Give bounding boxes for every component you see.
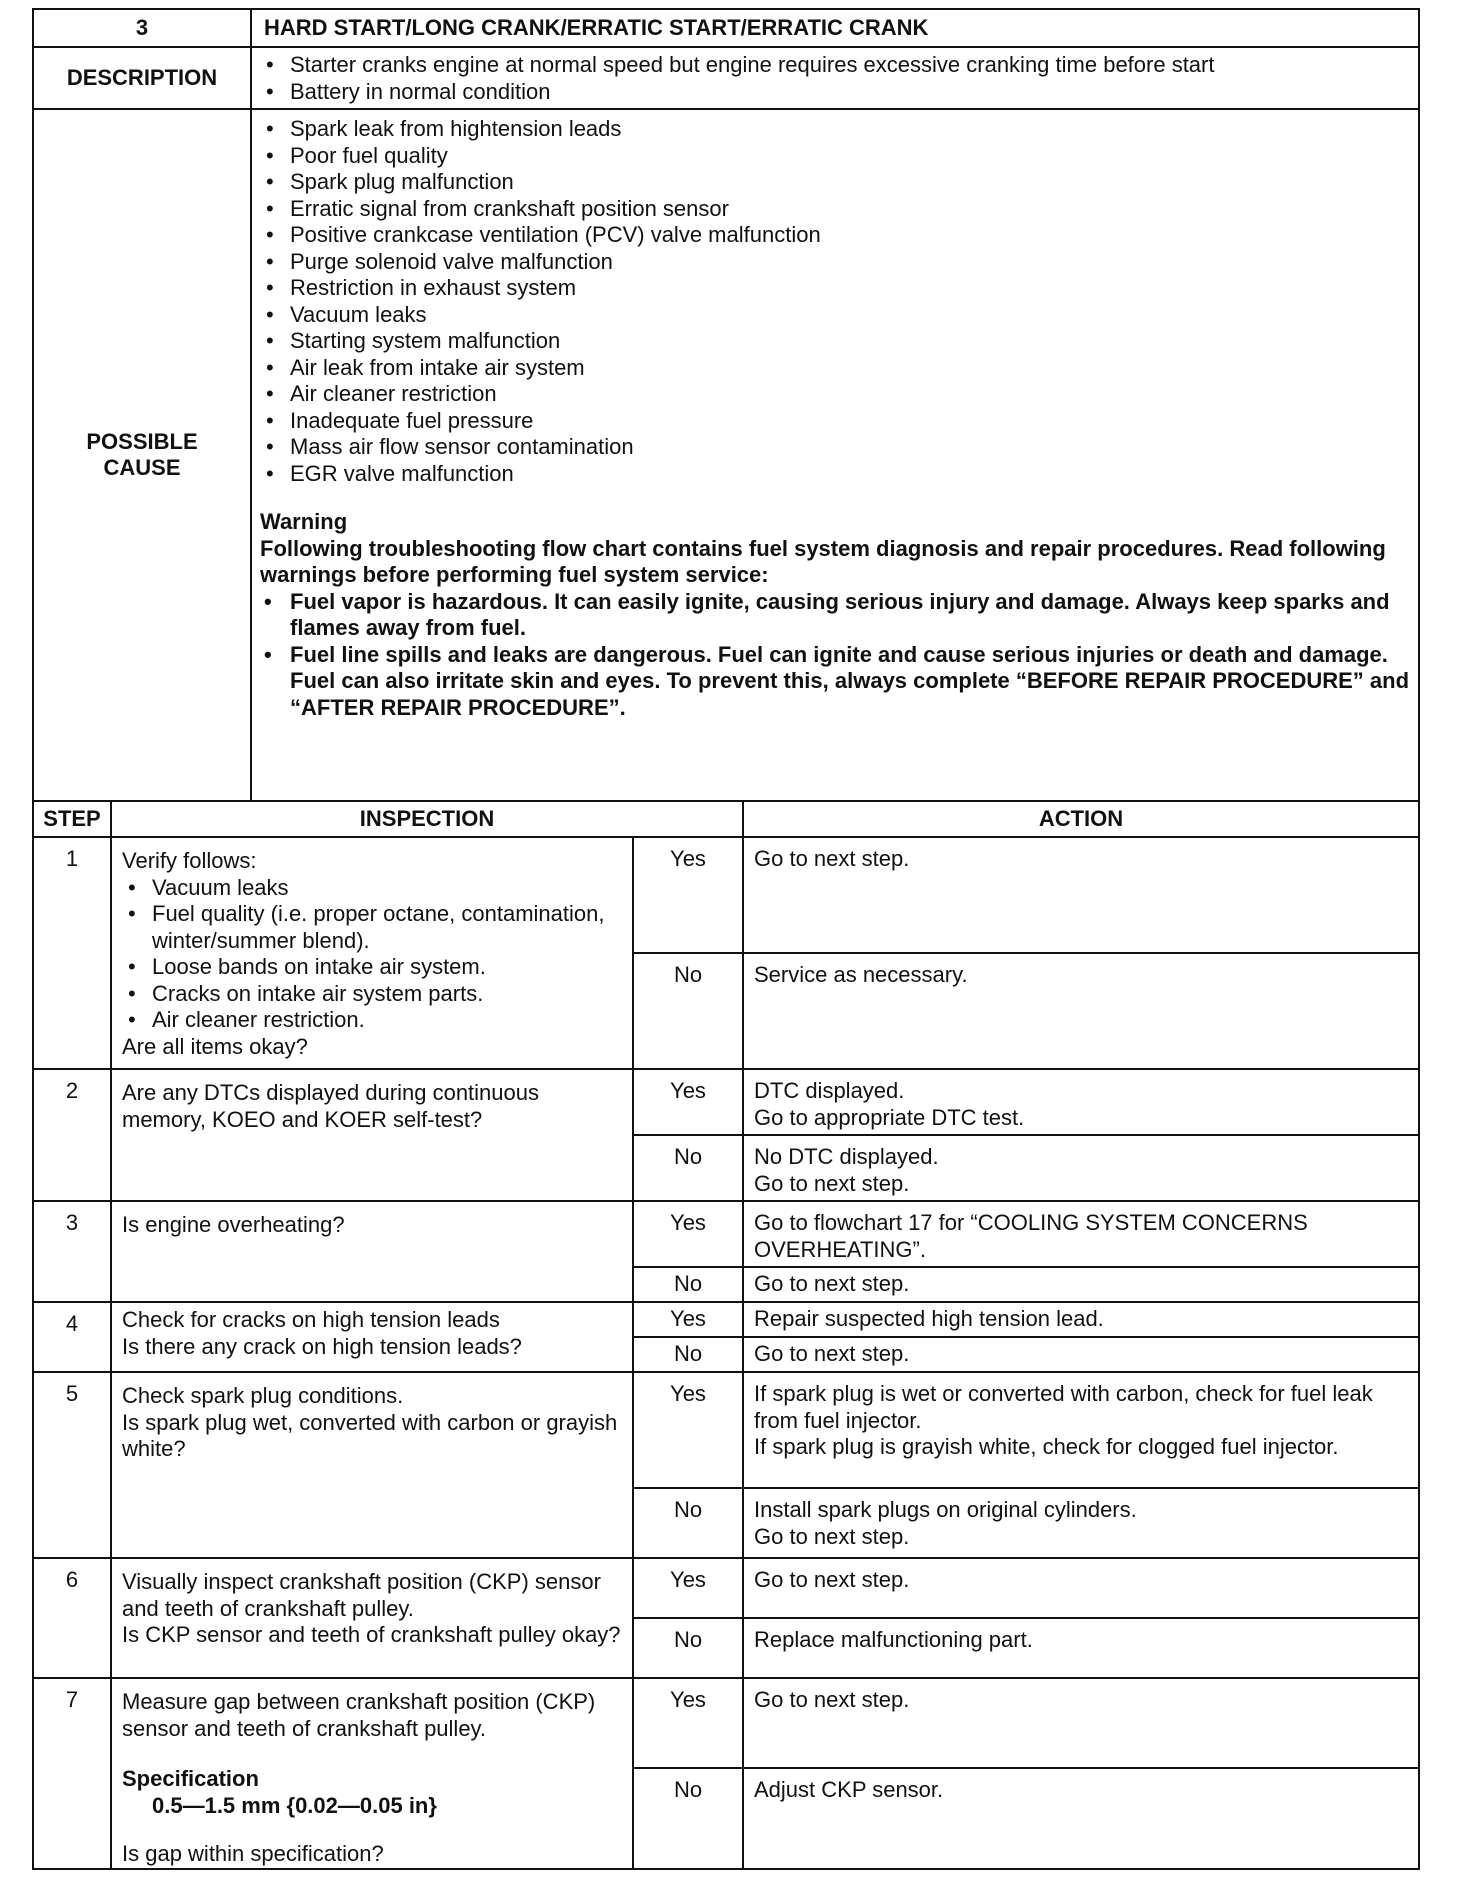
column-header-action: ACTION — [743, 801, 1419, 837]
step-number: 2 — [33, 1069, 111, 1201]
list-item: • Battery in normal condition — [260, 79, 1410, 106]
inspection-intro: Verify follows: — [122, 848, 257, 873]
list-item: • Fuel quality (i.e. proper octane, contamination, winter/summer blend). — [122, 901, 624, 954]
yes-action: Go to next step. — [743, 837, 1419, 953]
list-item: • Vacuum leaks — [260, 302, 1410, 329]
no-label: No — [633, 1267, 743, 1302]
no-label: No — [633, 1768, 743, 1868]
action-line: If spark plug is grayish white, check for clogged fuel injector. — [754, 1434, 1339, 1459]
yes-label: Yes — [633, 1069, 743, 1135]
step-inspection: Are any DTCs displayed during continuous memory, KOEO and KOER self-test? — [111, 1069, 633, 1201]
possible-cause-list — [260, 116, 1410, 487]
inspection-list — [122, 875, 624, 1034]
action-line: DTC displayed. — [754, 1078, 905, 1103]
action-line: No DTC displayed. — [754, 1144, 939, 1169]
list-item: • Positive crankcase ventilation (PCV) valve malfunction — [260, 222, 1410, 249]
step-row — [33, 1201, 1419, 1267]
inspection-line: Visually inspect crankshaft position (CKP) sensor and teeth of crankshaft pulley. — [122, 1569, 601, 1621]
list-item: • Purge solenoid valve malfunction — [260, 249, 1410, 276]
list-item: • Vacuum leaks — [122, 875, 624, 902]
description-list — [260, 52, 1410, 105]
list-item: • Air cleaner restriction. — [122, 1007, 624, 1034]
list-item: • Starter cranks engine at normal speed but engine requires excessive cranking time before start — [260, 52, 1410, 79]
step-row — [33, 1372, 1419, 1488]
step-number: 7 — [33, 1678, 111, 1869]
step-row — [33, 1678, 1419, 1768]
no-label: No — [633, 1618, 743, 1678]
no-action: Go to next step. — [743, 1337, 1419, 1372]
step-inspection: Is engine overheating? — [111, 1201, 633, 1302]
step-row — [33, 837, 1419, 953]
yes-label: Yes — [633, 1678, 743, 1768]
flowchart-title: HARD START/LONG CRANK/ERRATIC START/ERRATIC CRANK — [251, 9, 1419, 47]
step-inspection — [111, 1302, 633, 1372]
list-item: • Starting system malfunction — [260, 328, 1410, 355]
list-item: • Spark plug malfunction — [260, 169, 1410, 196]
no-action: Go to next step. — [743, 1267, 1419, 1302]
list-item: • Erratic signal from crankshaft position sensor — [260, 196, 1410, 223]
inspection-question: Are all items okay? — [122, 1033, 308, 1059]
header-table — [32, 8, 1420, 802]
inspection-line: Is spark plug wet, converted with carbon or grayish white? — [122, 1409, 618, 1461]
yes-action: Go to flowchart 17 for “COOLING SYSTEM CONCERNS OVERHEATING”. — [743, 1201, 1419, 1267]
list-item: • Air cleaner restriction — [260, 381, 1410, 408]
no-action — [743, 1488, 1419, 1558]
yes-action — [743, 1372, 1419, 1488]
no-action — [743, 1135, 1419, 1201]
list-item: • Spark leak from hightension leads — [260, 116, 1410, 143]
inspection-line: Is there any crack on high tension leads? — [122, 1333, 522, 1359]
step-row — [33, 1302, 1419, 1337]
warning-list — [260, 589, 1410, 722]
step-inspection — [111, 1558, 633, 1678]
step-number: 3 — [33, 1201, 111, 1302]
action-line: Install spark plugs on original cylinders. — [754, 1497, 1137, 1522]
step-inspection — [111, 837, 633, 1069]
column-header-step: STEP — [33, 801, 111, 837]
yes-label: Yes — [633, 1302, 743, 1337]
yes-label: Yes — [633, 837, 743, 953]
inspection-line: Check for cracks on high tension leads — [122, 1307, 500, 1332]
inspection-question: Is gap within specification? — [122, 1841, 384, 1866]
possible-cause-cell — [251, 109, 1419, 801]
action-line: Go to appropriate DTC test. — [754, 1104, 1025, 1130]
step-row — [33, 1558, 1419, 1618]
warning-item: • Fuel line spills and leaks are dangerous. Fuel can ignite and cause serious injuries or death and damage. Fuel can also irritate skin and eyes. To prevent this, always complete “BEFORE REPAIR PROCEDURE” and “AFTER REPAIR PROCEDURE”. — [260, 642, 1410, 722]
list-item: • Restriction in exhaust system — [260, 275, 1410, 302]
no-action: Adjust CKP sensor. — [743, 1768, 1419, 1868]
inspection-line: Is CKP sensor and teeth of crankshaft pulley okay? — [122, 1622, 621, 1647]
no-action: Service as necessary. — [743, 953, 1419, 1069]
flowchart-number: 3 — [33, 9, 251, 47]
list-item: • Loose bands on intake air system. — [122, 954, 624, 981]
action-line: Go to next step. — [754, 1170, 910, 1196]
warning-item: • Fuel vapor is hazardous. It can easily ignite, causing serious injury and damage. Always keep sparks and flames away from fuel. — [260, 589, 1410, 642]
step-row — [33, 1069, 1419, 1135]
yes-label: Yes — [633, 1372, 743, 1488]
no-label: No — [633, 1337, 743, 1372]
yes-action: Go to next step. — [743, 1558, 1419, 1618]
action-line: If spark plug is wet or converted with carbon, check for fuel leak from fuel injector. — [754, 1381, 1373, 1433]
step-number: 6 — [33, 1558, 111, 1678]
step-inspection — [111, 1678, 633, 1869]
yes-action: Repair suspected high tension lead. — [743, 1302, 1419, 1337]
specification-value: 0.5—1.5 mm {0.02—0.05 in} — [152, 1792, 437, 1818]
list-item: • Cracks on intake air system parts. — [122, 981, 624, 1008]
no-label: No — [633, 1135, 743, 1201]
list-item: • Poor fuel quality — [260, 143, 1410, 170]
step-number: 5 — [33, 1372, 111, 1558]
no-action: Replace malfunctioning part. — [743, 1618, 1419, 1678]
yes-label: Yes — [633, 1558, 743, 1618]
list-item: • Mass air flow sensor contamination — [260, 434, 1410, 461]
description-label: DESCRIPTION — [33, 47, 251, 109]
yes-action — [743, 1069, 1419, 1135]
warning-block — [260, 509, 1410, 721]
possible-cause-label: POSSIBLE CAUSE — [33, 109, 251, 801]
list-item: • Air leak from intake air system — [260, 355, 1410, 382]
specification-title: Specification — [122, 1766, 259, 1791]
warning-text: Following troubleshooting flow chart contains fuel system diagnosis and repair procedures. Read following warnings before performing fuel system service: — [260, 535, 1386, 587]
inspection-line: Check spark plug conditions. — [122, 1383, 404, 1408]
step-inspection — [111, 1372, 633, 1558]
no-label: No — [633, 953, 743, 1069]
yes-label: Yes — [633, 1201, 743, 1267]
yes-action: Go to next step. — [743, 1678, 1419, 1768]
list-item: • Inadequate fuel pressure — [260, 408, 1410, 435]
description-cell — [251, 47, 1419, 109]
no-label: No — [633, 1488, 743, 1558]
list-item: • EGR valve malfunction — [260, 461, 1410, 488]
inspection-line: Measure gap between crankshaft position (CKP) sensor and teeth of crankshaft pulley. — [122, 1689, 596, 1741]
column-header-inspection: INSPECTION — [111, 801, 743, 837]
warning-title: Warning — [260, 509, 348, 534]
step-number: 1 — [33, 837, 111, 1069]
steps-table — [32, 800, 1420, 1870]
step-number: 4 — [33, 1302, 111, 1372]
action-line: Go to next step. — [754, 1523, 910, 1549]
troubleshooting-page — [32, 8, 1420, 1870]
